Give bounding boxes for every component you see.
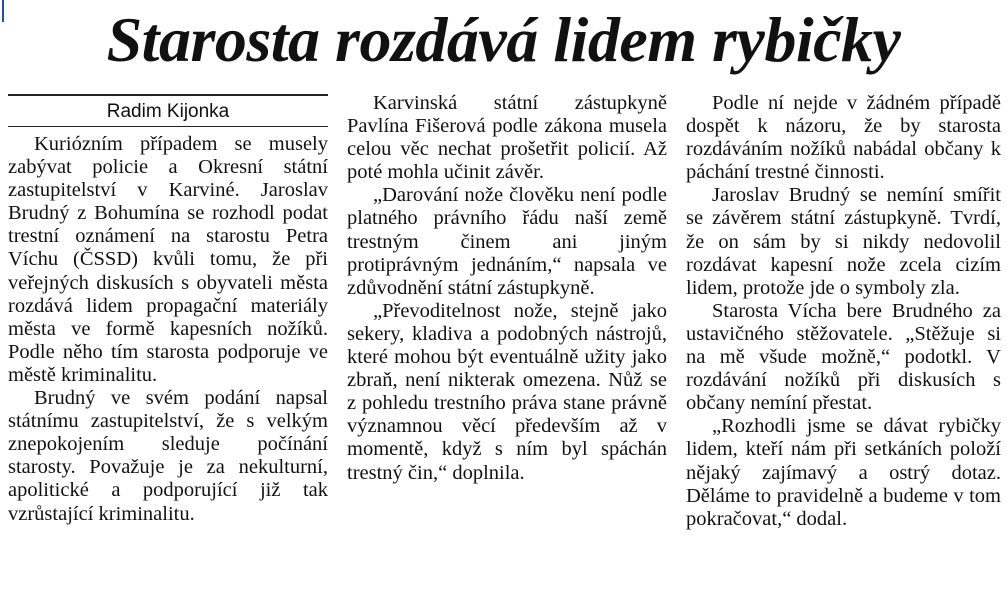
byline: Radim Kijonka <box>106 101 230 122</box>
paragraph: Jaroslav Brudný se nemíní smířit se závěrem státní zástupkyně. Tvrdí, že on sám by si nikdy nedovolil rozdávat kapesní nože zcela cizím lidem, protože jde o symboly zla. <box>686 184 1001 299</box>
byline-box <box>8 94 328 127</box>
paragraph: Brudný ve svém podání napsal státnímu zastupitelství, že s velkým znepokojením sleduje počínání starosty. Považuje je za nekulturní, apolitické a podporující již tak vzrůstající kriminalitu. <box>8 387 328 525</box>
column-2 <box>347 92 667 485</box>
column-3 <box>686 92 1001 531</box>
paragraph: Podle ní nejde v žádném případě dospět k názoru, že by starosta rozdáváním nožíků nabádal občany k páchání trestné činnosti. <box>686 92 1001 184</box>
column-1 <box>8 92 328 526</box>
paragraph: Kuriózním případem se musely zabývat policie a Okresní státní zastupitelství v Karviné. Jaroslav Brudný z Bohumína se rozhodl podat trestní oznámení na starostu Petra Víchu (ČSSD) kvůli tomu, že při veřejných diskusích s obyvateli města rozdává lidem propagační materiály města ve formě kapesních nožíků. Podle něho tím starosta podporuje ve městě kriminalitu. <box>8 133 328 386</box>
paragraph: „Rozhodli jsme se dávat rybičky lidem, kteří nám při setkáních položí nějaký zajímavý a ostrý dotaz. Děláme to pravidelně a budeme v tom pokračovat,“ dodal. <box>686 415 1001 530</box>
paragraph: Karvinská státní zástupkyně Pavlína Fišerová podle zákona musela celou věc nechat prošetřit policií. Až poté mohla učinit závěr. <box>347 92 667 184</box>
paragraph: Starosta Vícha bere Brudného za ustavičného stěžovatele. „Stěžuje si na mě všude možně,“ podotkl. V rozdávání nožíků při diskusích s občany nemíní přestat. <box>686 299 1001 415</box>
paragraph: „Převoditelnost nože, stejně jako sekery, kladiva a podobných nástrojů, které mohou být eventuálně užity jako zbraň, není nikterak omezena. Nůž se z pohledu trestního práva stane právně významnou věcí především až v momentě, když s ním byl spáchán trestný čin,“ doplnila. <box>347 299 667 484</box>
paragraph: „Darování nože člověku není podle platného právního řádu naší země trestným činem ani jiným protiprávným jednáním,“ napsala ve zdůvodnění státní zástupkyně. <box>347 184 667 299</box>
headline: Starosta rozdává lidem rybičky <box>106 4 901 75</box>
